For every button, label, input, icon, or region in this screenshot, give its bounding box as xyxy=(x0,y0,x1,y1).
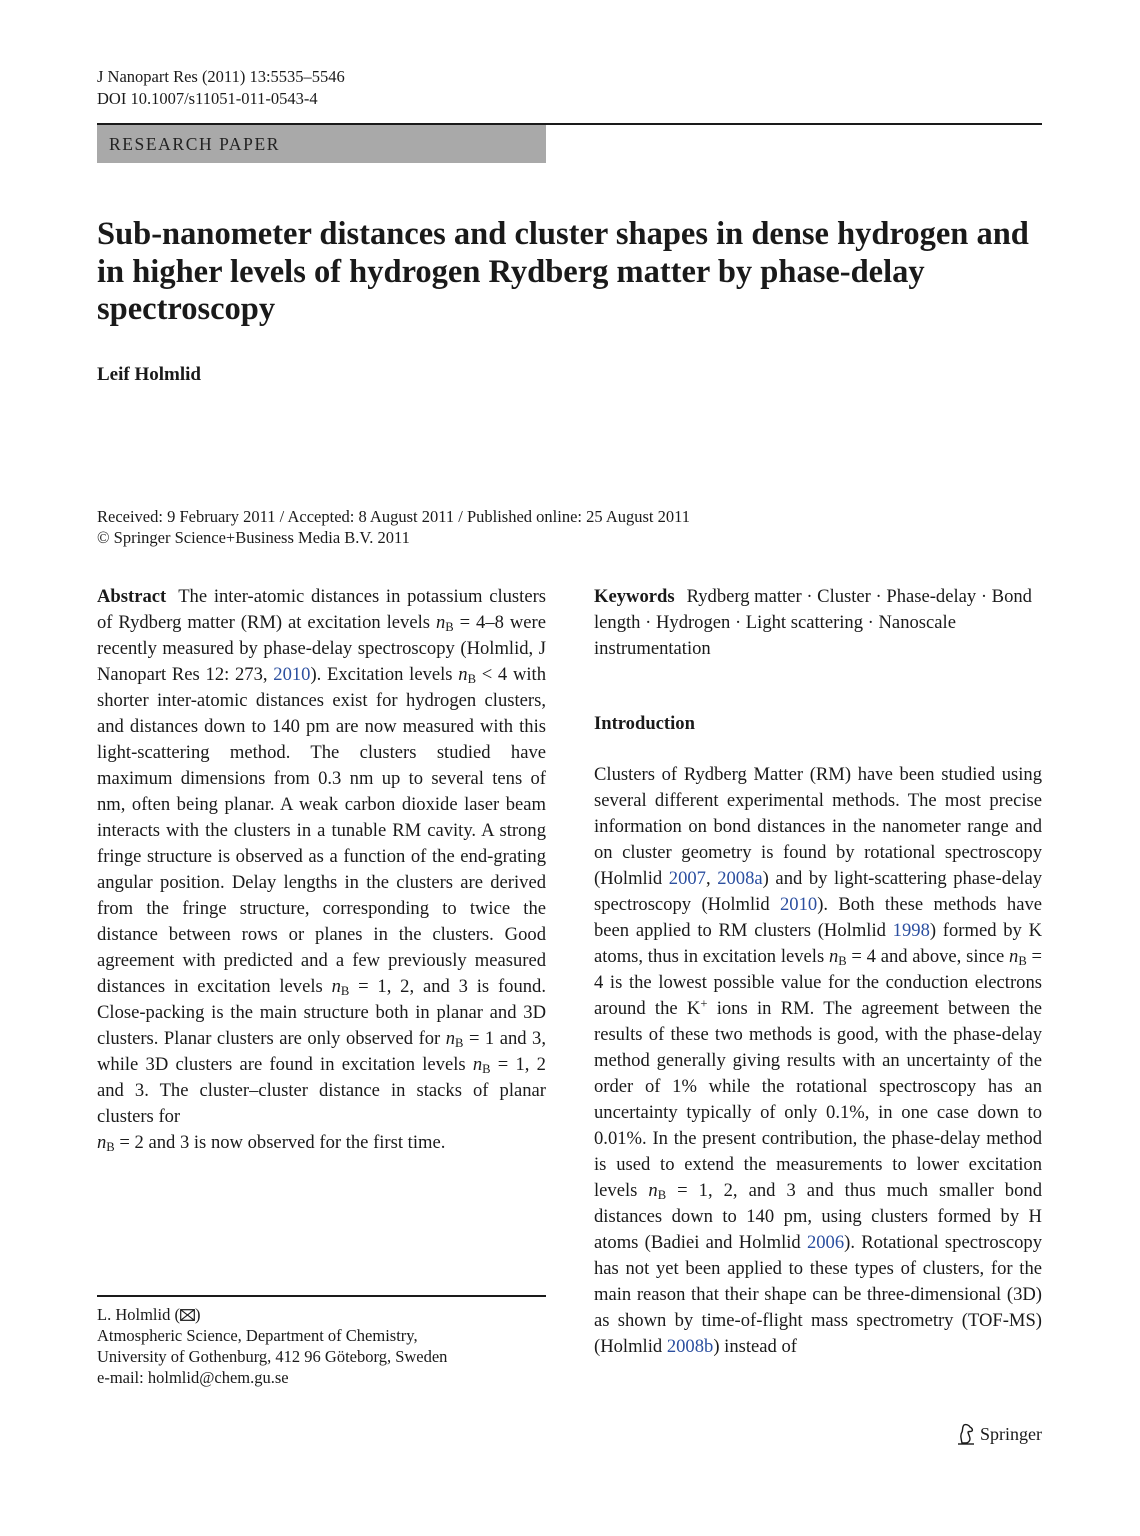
citation-link[interactable]: 2010 xyxy=(780,894,818,915)
citation-link[interactable]: 2008b xyxy=(666,1336,714,1357)
section-label: RESEARCH PAPER xyxy=(109,134,281,154)
journal-doi: DOI 10.1007/s11051-011-0543-4 xyxy=(97,89,318,108)
citation-link[interactable]: 2007 xyxy=(668,868,706,889)
author-name: Leif Holmlid xyxy=(97,364,201,385)
springer-horse-icon xyxy=(956,1423,976,1445)
introduction-body: Clusters of Rydberg Matter (RM) have been studied using several different experimental methods. The most precise information on bond distances in the nanometer range and on cluster geometry is found by rotational spectroscopy (Holmlid 2007, 2008a) and by light-scattering phase-delay spectroscopy (Holmlid 2010). Both these methods have been applied to RM clusters (Holmlid 1998) formed by K atoms, thus in excitation levels $n_B = 4$ and above, since $n_B = 4$ is the lowest possible value for the conduction electrons around the K+ ions in RM. The agreement between the results of these two methods is good, with the phase-delay method generally giving results with an uncertainty of the order of 1% while the rotational spectroscopy has an uncertainty typically of only 0.1%, in one case down to 0.01%. In the present contribution, the phase-delay method is used to extend the measurements to lower excitation levels $n_B = 1$, 2, and 3 and thus much smaller bond distances down to 140 pm, using clusters formed by H atoms (Badiei and Holmlid 2006). Rotational spectroscopy has not yet been applied to these types of clusters, for the main reason that their shape can be three-dimensional (3D) as shown by time-of-flight mass spectrometry (TOF-MS) (Holmlid 2008b) instead of xyxy=(594,764,1042,1357)
footnote-rule xyxy=(97,1295,546,1297)
copyright-line: © Springer Science+Business Media B.V. 2011 xyxy=(97,528,410,547)
abstract-label: Abstract xyxy=(97,586,167,607)
keywords-text: Rydberg matter · Cluster · Phase-delay · Bond length · Hydrogen · Light scattering · Nanoscale instrumentation xyxy=(594,586,1032,659)
abstract: Abstract The inter-atomic distances in potassium clusters of Rydberg matter (RM) at excitation levels $n_B = 4-8$ were recently measured by phase-delay spectroscopy (Holmlid, J Nanopart Res 12: 273, 2010). Excitation levels $n_B < 4$ with shorter inter-atomic distances exist for hydrogen clusters, and distances down to 140 pm are now measured with this light-scattering method. The clusters studied have maximum dimensions from 0.3 nm up to several tens of nm, often being planar. A weak carbon dioxide laser beam interacts with the clusters in a tunable RM cavity. A strong fringe structure is observed as a function of the end-grating angular position. Delay lengths in the clusters are derived from the fringe structure, corresponding to twice the distance between rows or planes in the clusters. Good agreement with predicted and a few previously measured distances in excitation levels $n_B = 1$, 2, and 3 is found. Close-packing is the main structure both in planar and 3D clusters. Planar clusters are only observed for $n_B = 1$ and 3, while 3D clusters are found in excitation levels $n_B = 1$, 2 and 3. The cluster–cluster distance in stacks of planar clusters for $n_B = 2$ and 3 is now observed for the first time. xyxy=(97,586,547,1155)
keywords xyxy=(594,584,1042,662)
email: e-mail: holmlid@chem.gu.se xyxy=(97,1368,289,1387)
right-column xyxy=(594,584,1042,1360)
journal-citation: J Nanopart Res (2011) 13:5535–5546 xyxy=(97,67,345,86)
publisher-name: Springer xyxy=(980,1423,1042,1444)
corresponding-author: L. Holmlid ( ) xyxy=(97,1305,201,1324)
citation-link[interactable]: 2008a xyxy=(717,868,763,889)
citation-link[interactable]: 2010 xyxy=(273,664,311,685)
introduction-heading: Introduction xyxy=(594,713,695,734)
keywords-label: Keywords xyxy=(594,586,675,607)
dates-line: Received: 9 February 2011 / Accepted: 8 August 2011 / Published online: 25 August 2011 xyxy=(97,507,691,526)
citation-link[interactable]: 1998 xyxy=(892,920,930,941)
publisher-logo xyxy=(956,1423,1042,1445)
department: Atmospheric Science, Department of Chemistry, xyxy=(97,1326,418,1345)
article-title: Sub-nanometer distances and cluster shapes in dense hydrogen and in higher levels of hydrogen Rydberg matter by phase-delay spectroscopy xyxy=(97,216,1029,327)
author-affiliation xyxy=(97,1304,447,1388)
section-banner xyxy=(97,125,546,163)
journal-header xyxy=(97,66,345,110)
publication-history xyxy=(97,506,690,548)
envelope-icon xyxy=(180,1309,195,1321)
university: University of Gothenburg, 412 96 Göteborg, Sweden xyxy=(97,1347,448,1366)
citation-link[interactable]: 2006 xyxy=(806,1232,845,1253)
